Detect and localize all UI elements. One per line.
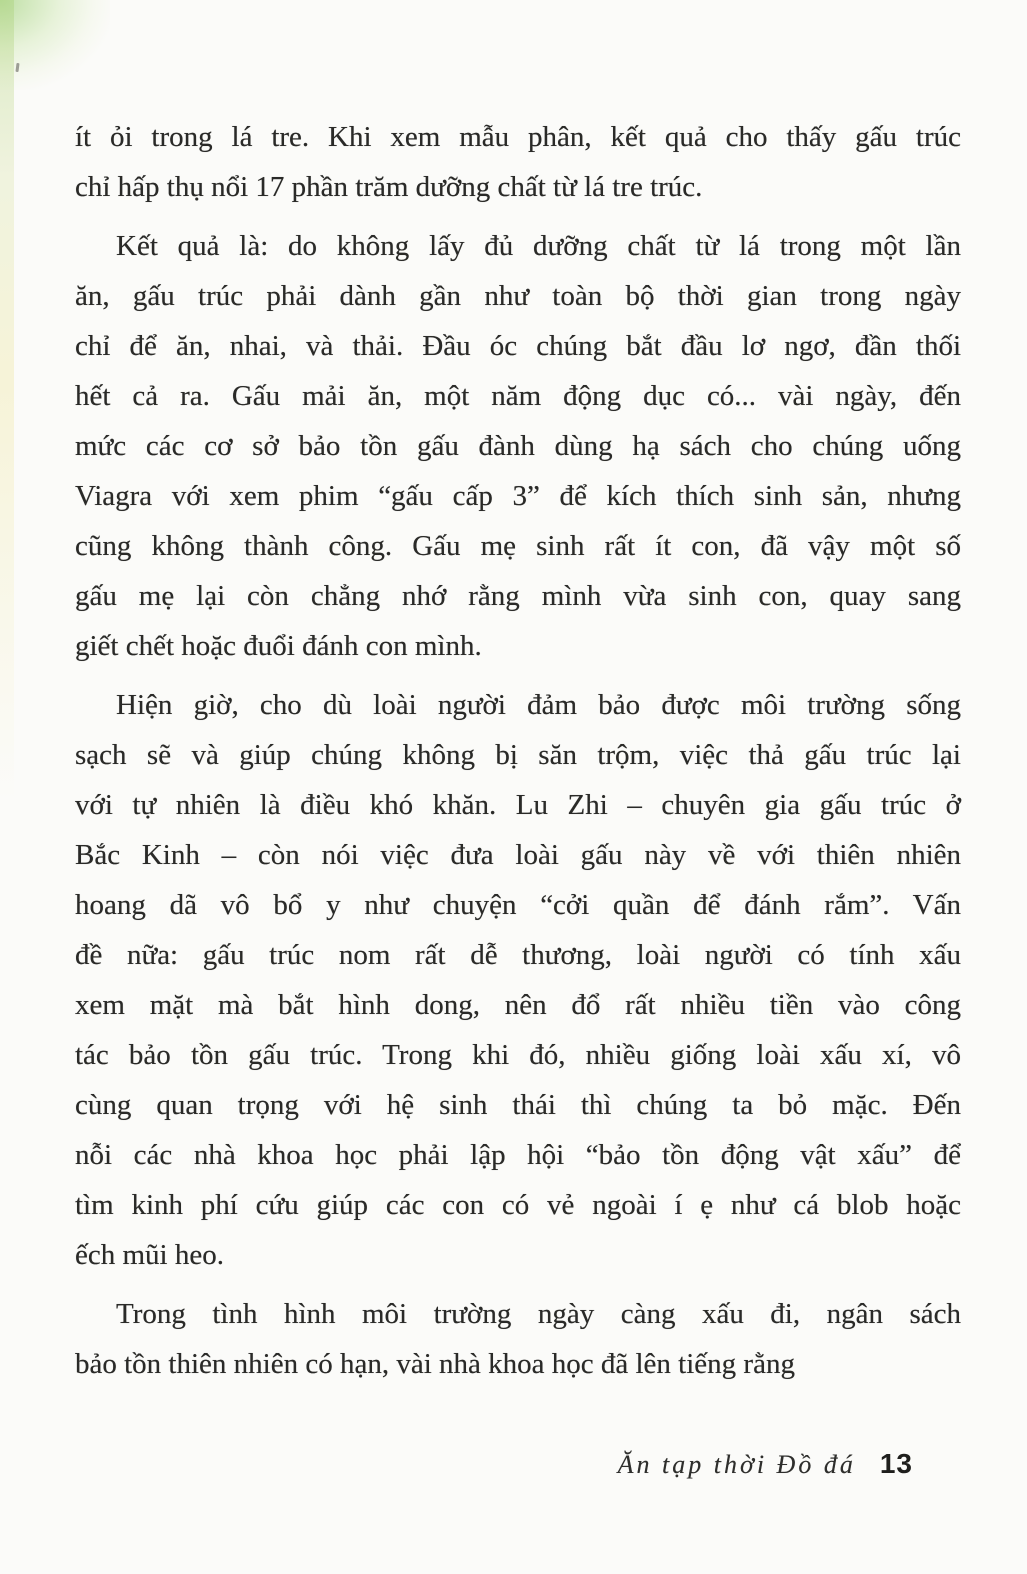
text-line: nỗi các nhà khoa học phải lập hội “bảo tồn động vật xấu” để bbox=[75, 1139, 961, 1171]
text-line: Kết quả là: do không lấy đủ dưỡng chất từ lá trong một lần bbox=[116, 230, 961, 262]
text-line: Bắc Kinh – còn nói việc đưa loài gấu này về với thiên nhiên bbox=[75, 839, 961, 871]
chapter-title: Ăn tạp thời Đồ đá bbox=[617, 1450, 856, 1479]
text-line: cũng không thành công. Gấu mẹ sinh rất ít con, đã vậy một số bbox=[75, 530, 961, 562]
page-text-block bbox=[75, 112, 961, 1389]
paragraph bbox=[75, 1289, 961, 1389]
text-line: Trong tình hình môi trường ngày càng xấu đi, ngân sách bbox=[116, 1298, 961, 1330]
text-line: sạch sẽ và giúp chúng không bị săn trộm, việc thả gấu trúc lại bbox=[75, 739, 961, 771]
text-line: hết cả ra. Gấu mải ăn, một năm động dục có... vài ngày, đến bbox=[75, 380, 961, 412]
text-line: chỉ hấp thụ nổi 17 phần trăm dưỡng chất từ lá tre trúc. bbox=[75, 171, 703, 203]
text-line: ít ỏi trong lá tre. Khi xem mẫu phân, kết quả cho thấy gấu trúc bbox=[75, 121, 961, 153]
text-line: Hiện giờ, cho dù loài người đảm bảo được môi trường sống bbox=[116, 689, 961, 721]
text-line: hoang dã vô bổ y như chuyện “cởi quần để đánh rắm”. Vấn bbox=[75, 889, 961, 921]
text-line: gấu mẹ lại còn chẳng nhớ rằng mình vừa sinh con, quay sang bbox=[75, 580, 961, 612]
paragraph bbox=[75, 680, 961, 1280]
text-line: ếch mũi heo. bbox=[75, 1239, 224, 1271]
text-line: mức các cơ sở bảo tồn gấu đành dùng hạ sách cho chúng uống bbox=[75, 430, 961, 462]
text-line: ăn, gấu trúc phải dành gần như toàn bộ thời gian trong ngày bbox=[75, 280, 961, 312]
text-line: đề nữa: gấu trúc nom rất dễ thương, loài người có tính xấu bbox=[75, 939, 961, 971]
text-line: giết chết hoặc đuổi đánh con mình. bbox=[75, 630, 482, 662]
text-line: chỉ để ăn, nhai, và thải. Đầu óc chúng bắt đầu lơ ngơ, đần thối bbox=[75, 330, 961, 362]
scan-corner-tint bbox=[0, 0, 110, 90]
paragraph bbox=[75, 112, 961, 212]
page-number: 13 bbox=[879, 1448, 913, 1479]
text-line: cùng quan trọng với hệ sinh thái thì chúng ta bỏ mặc. Đến bbox=[75, 1089, 961, 1121]
text-line: xem mặt mà bắt hình dong, nên đổ rất nhiều tiền vào công bbox=[75, 989, 961, 1021]
text-line: bảo tồn thiên nhiên có hạn, vài nhà khoa học đã lên tiếng rằng bbox=[75, 1348, 795, 1380]
page-footer bbox=[618, 1448, 913, 1480]
text-line: với tự nhiên là điều khó khăn. Lu Zhi – chuyên gia gấu trúc ở bbox=[75, 789, 961, 821]
paragraph bbox=[75, 221, 961, 671]
scan-speck bbox=[15, 63, 19, 72]
text-line: tìm kinh phí cứu giúp các con có vẻ ngoài í ẹ như cá blob hoặc bbox=[75, 1189, 961, 1221]
text-line: Viagra với xem phim “gấu cấp 3” để kích thích sinh sản, nhưng bbox=[75, 480, 961, 512]
scan-edge-strip bbox=[0, 0, 14, 800]
text-line: tác bảo tồn gấu trúc. Trong khi đó, nhiều giống loài xấu xí, vô bbox=[75, 1039, 961, 1071]
